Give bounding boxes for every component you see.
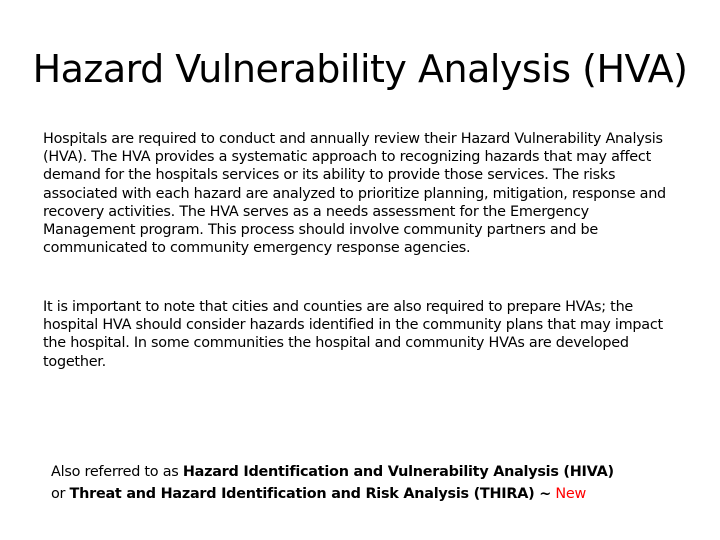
note-term-thira: Threat and Hazard Identification and Risk Analysis (THIRA) ~ xyxy=(69,486,552,502)
slide-title: Hazard Vulnerability Analysis (HVA) xyxy=(32,47,688,91)
also-referred-note xyxy=(51,461,691,505)
note-prefix: Also referred to as xyxy=(51,464,183,480)
paragraph-hva-requirements: Hospitals are required to conduct and annually review their Hazard Vulnerability Analysis (HVA). The HVA provides a systematic approach to recognizing hazards that may affect demand for the hospitals services or its ability to provide those services. The risks associated with each hazard are analyzed to prioritize planning, mitigation, response and recovery activities. The HVA serves as a needs assessment for the Emergency Management program. This process should involve community partners and be communicated to community emergency response agencies. xyxy=(43,131,666,257)
paragraph-community-hvas: It is important to note that cities and counties are also required to prepare HVAs; the hospital HVA should consider hazards identified in the community plans that may impact the hospital. In some communities the hospital and community HVAs are developed together. xyxy=(43,299,663,370)
new-label: New xyxy=(555,486,586,502)
note-term-hiva: Hazard Identification and Vulnerability Analysis (HIVA) xyxy=(182,464,614,480)
note-connector: or xyxy=(51,486,70,502)
